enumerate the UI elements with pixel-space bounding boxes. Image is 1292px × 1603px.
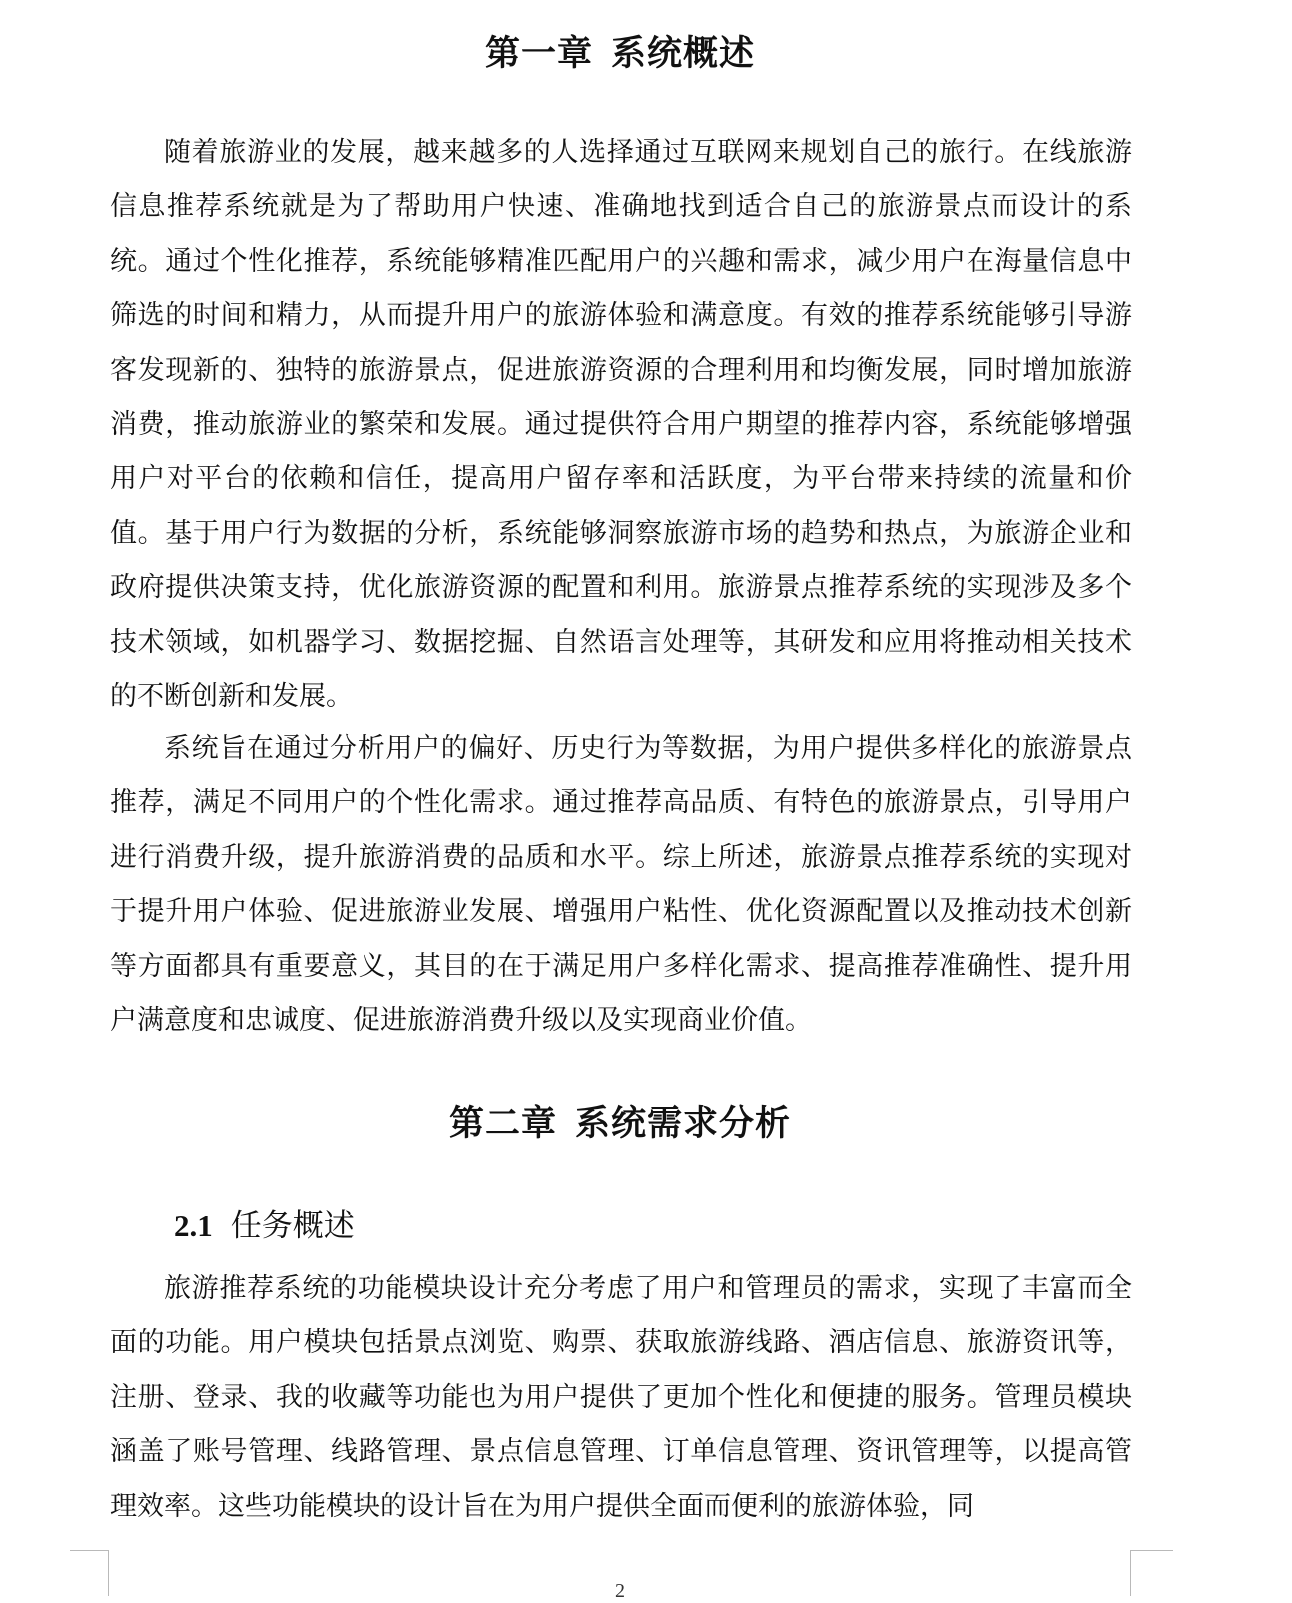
chapter-1-heading bbox=[0, 26, 1240, 76]
section-2-1-paragraph: 旅游推荐系统的功能模块设计充分考虑了用户和管理员的需求，实现了丰富而全面的功能。用户模块包括景点浏览、购票、获取旅游线路、酒店信息、旅游资讯等，注册、登录、我的收藏等功能也为用户提供了更加个性化和便捷的服务。管理员模块涵盖了账号管理、线路管理、景点信息管理、订单信息管理、资讯管理等，以提高管理效率。这些功能模块的设计旨在为用户提供全面而便利的旅游体验，同 bbox=[110, 1273, 1132, 1522]
chapter-2-heading bbox=[0, 1096, 1240, 1146]
chapter-1-paragraph-1: 随着旅游业的发展，越来越多的人选择通过互联网来规划自己的旅行。在线旅游信息推荐系统就是为了帮助用户快速、准确地找到适合自己的旅游景点而设计的系统。通过个性化推荐，系统能够精准匹配用户的兴趣和需求，减少用户在海量信息中筛选的时间和精力，从而提升用户的旅游体验和满意度。有效的推荐系统能够引导游客发现新的、独特的旅游景点，促进旅游资源的合理利用和均衡发展，同时增加旅游消费，推动旅游业的繁荣和发展。通过提供符合用户期望的推荐内容，系统能够增强用户对平台的依赖和信任，提高用户留存率和活跃度，为平台带来持续的流量和价值。基于用户行为数据的分析，系统能够洞察旅游市场的趋势和热点，为旅游企业和政府提供决策支持，优化旅游资源的配置和利用。旅游景点推荐系统的实现涉及多个技术领域，如机器学习、数据挖掘、自然语言处理等，其研发和应用将推动相关技术的不断创新和发展。 bbox=[110, 137, 1132, 713]
chapter-1-paragraph-2: 系统旨在通过分析用户的偏好、历史行为等数据，为用户提供多样化的旅游景点推荐，满足不同用户的个性化需求。通过推荐高品质、有特色的旅游景点，引导用户进行消费升级，提升旅游消费的品质和水平。综上所述，旅游景点推荐系统的实现对于提升用户体验、促进旅游业发展、增强用户粘性、优化资源配置以及推动技术创新等方面都具有重要意义，其目的在于满足用户多样化需求、提高推荐准确性、提升用户满意度和忠诚度、促进旅游消费升级以及实现商业价值。 bbox=[110, 733, 1132, 1037]
margin-corner-mark-left bbox=[70, 1550, 109, 1596]
chapter-1-title: 系统概述 bbox=[611, 34, 756, 74]
section-2-1-heading bbox=[174, 1200, 355, 1245]
page-number: 2 bbox=[615, 1580, 625, 1602]
section-title: 任务概述 bbox=[230, 1208, 355, 1244]
chapter-2-title: 系统需求分析 bbox=[575, 1104, 792, 1144]
chapter-2-number: 第二章 bbox=[448, 1104, 557, 1144]
chapter-1-number: 第一章 bbox=[484, 34, 593, 74]
section-number: 2.1 bbox=[174, 1208, 213, 1243]
margin-corner-mark-right bbox=[1130, 1550, 1173, 1596]
